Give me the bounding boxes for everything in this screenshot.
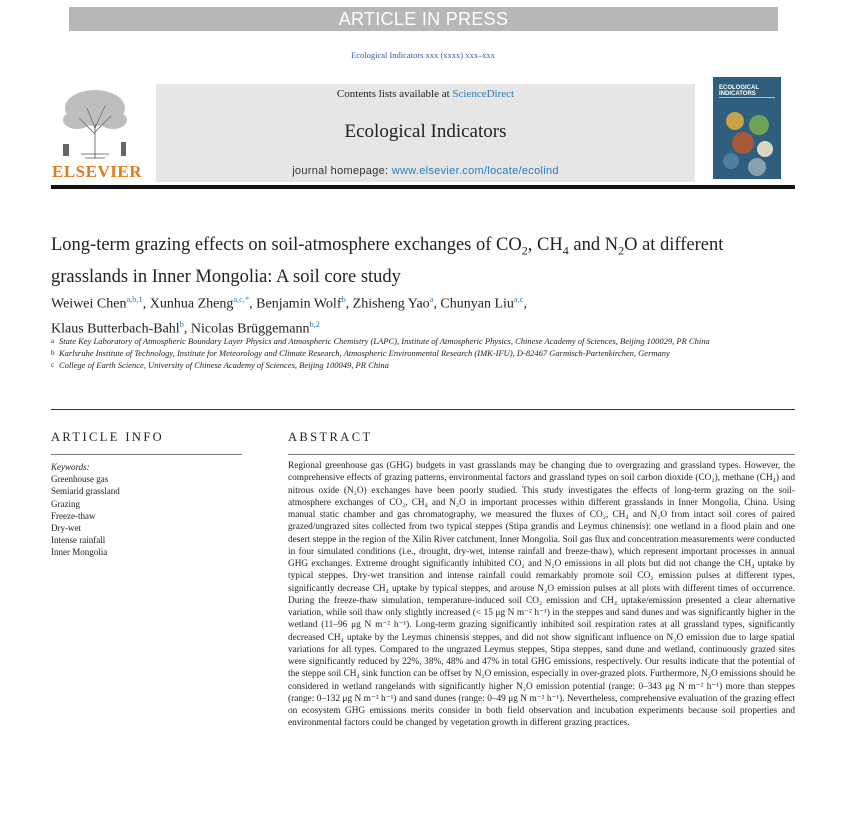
keyword-item[interactable]: Intense rainfall xyxy=(51,535,106,546)
author-name[interactable]: Nicolas Brüggemann xyxy=(190,321,310,337)
header-rule xyxy=(51,185,795,189)
author-name[interactable]: Klaus Butterbach-Bahl xyxy=(51,321,180,337)
author-name[interactable]: Xunhua Zheng xyxy=(149,296,234,312)
keyword-item[interactable]: Greenhouse gas xyxy=(51,474,109,485)
author-name[interactable]: Chunyan Liu xyxy=(440,296,514,312)
author-name[interactable]: Benjamin Wolf xyxy=(256,296,342,312)
journal-title[interactable]: Ecological Indicators xyxy=(344,121,507,142)
article-title: Long-term grazing effects on soil-atmosphere exchanges of $CO_2$, $CH_4$ and $N_2O$ at different grasslands in Inner Mongolia: A soil core study xyxy=(51,235,724,287)
journal-masthead xyxy=(156,84,695,182)
sciencedirect-link[interactable]: ScienceDirect xyxy=(452,88,515,100)
abstract-rule xyxy=(288,454,795,455)
abstract-text: Regional greenhouse gas (GHG) budgets in vast grasslands may be changing due to overgrazing and grassland types. However, the comprehensive effects of grazing patterns, environmental factors and grassland types on soil carbon dioxide (CO₂), methane (CH₄) and nitrous oxide (N₂O) exchanges have been poorly studied. This study investigates the effects of long-term grazing on the soil-atmosphere exchanges of CO₂, CH₄ and N₂O in important processes within different grasslands in Inner Mongolia, China. Using manual static chamber and gas chromatography, we measured the fluxes of CO₂, CH₄ and N₂O from intact soil cores of paired grazed/ungrazed sites collected from two typical steppes (Stipa grandis and Leymus chinensis): one wetland in a flood plain and one desert steppe in the region of the Xilin River catchment, Inner Mongolia. Soil gas flux and concentration measurements were conducted in four simulated conditions (i.e., drought, dry-wet, intense rainfall and freeze-thaw), which represent important processes in annual GHG exchanges. Extreme drought significantly inhibited CO₂ and N₂O emissions in all plots but did not change the CH₄ uptake by typical steppes. Dry-wet transition and intense rainfall could remarkably promote soil CO₂ emission pulses at different types, significantly decrease CH₄ uptake by typical steppes, and arouse N₂O emission pulses at all plots with different times of occurrence. During the freeze-thaw simulation, temperature-induced soil CO₂ emission and CH₄ uptake/emission presented a clear alternative variation, while soil thaw only slightly increased (< 15 μg N m⁻² h⁻¹) in the steppes and sand dunes and was significantly higher in the wetland (11–96 μg N m⁻² h⁻¹). Long-term grazing significantly inhibited soil respiration rates at all grassland types, significantly decreased CH₄ uptake by the Leymus chinensis steppes, and did not show significant influence on N₂O emission due to large spatial variations for all types. Compared to the ungrazed Leymus steppes, Stipa steppes, sand dune and wetland, continuously grazed sites were significantly reduced by 22%, 38%, 48% and 47% in total GHG emissions, respectively. Our results indicate that the potential of the steppe soil CH₄ sink function can be offset by N₂O emission, especially in over-grazed plots. Furthermore, N₂O emissions should be considered in wetland rangelands with significantly higher N₂O emission potential (range: 0–343 μg N m⁻² h⁻¹) more than steppes (range: 0–132 μg N m⁻² h⁻¹) and sand dunes (range: 0–49 μg N m⁻² h⁻¹). Nevertheless, comprehensive evaluation of the grazing effect on ecosystem GHG emissions merits consider in both field observation and incubation experiments because soil properties and environmental factors could be changed by vegetation growth in different grazing practices. xyxy=(288,461,795,729)
cover-artwork xyxy=(713,77,781,179)
publisher-logo-text: ELSEVIER xyxy=(52,162,142,181)
affiliation-item: a State Key Laboratory of Atmospheric Boundary Layer Physics and Atmospheric Chemistry (LAPC), Institute of Atmospheric Physics, Chinese Academy of Sciences, Beijing 100029, PR China xyxy=(51,336,710,346)
abstract-heading: ABSTRACT xyxy=(288,430,373,444)
article-in-press-banner: ARTICLE IN PRESS xyxy=(69,7,778,31)
article-info-rule xyxy=(51,454,242,455)
contents-prefix: Contents lists available at xyxy=(336,88,453,100)
author-name[interactable]: Zhisheng Yao xyxy=(352,296,430,312)
citation-line[interactable]: Ecological Indicators xxx (xxxx) xxx–xxx xyxy=(351,50,495,60)
keyword-item[interactable]: Semiarid grassland xyxy=(51,486,120,497)
keyword-item[interactable]: Dry-wet xyxy=(51,523,81,534)
keywords-label: Keywords: xyxy=(51,462,90,472)
journal-homepage-line xyxy=(156,165,695,177)
section-divider xyxy=(51,409,795,410)
author-list: Weiwei Chen$^{a,b,1}$, Xunhua Zheng$^{a,c,*}$, Benjamin Wolf$^b$, Zhisheng Yao$^a$, Chunyan Liu$^{a,c}$, Klaus Butterbach-Bahl$^b$, Nicolas Brüggemann$^{b,2}$ xyxy=(51,295,527,337)
journal-cover-thumbnail[interactable] xyxy=(713,77,781,179)
cover-title: ECOLOGICAL INDICATORS xyxy=(719,85,759,97)
homepage-prefix: journal homepage: xyxy=(292,165,392,177)
affiliation-item: c College of Earth Science, University of Chinese Academy of Sciences, Beijing 100049, PR China xyxy=(51,360,389,370)
affiliations xyxy=(51,335,711,371)
keyword-item[interactable]: Freeze-thaw xyxy=(51,510,96,521)
affiliation-item: b Karlsruhe Institute of Technology, Institute for Meteorology and Climate Research, Atmospheric Environmental Research (IMK-IFU), D-82467 Garmisch-Partenkirchen, Germany xyxy=(51,348,670,358)
keyword-item[interactable]: Inner Mongolia xyxy=(51,547,108,558)
contents-line xyxy=(156,88,695,100)
article-info-heading: ARTICLE INFO xyxy=(51,430,165,444)
keyword-item[interactable]: Grazing xyxy=(51,498,80,509)
author-name[interactable]: Weiwei Chen xyxy=(51,296,127,312)
keywords-list xyxy=(51,461,241,559)
journal-homepage-link[interactable]: www.elsevier.com/locate/ecolind xyxy=(391,165,559,177)
